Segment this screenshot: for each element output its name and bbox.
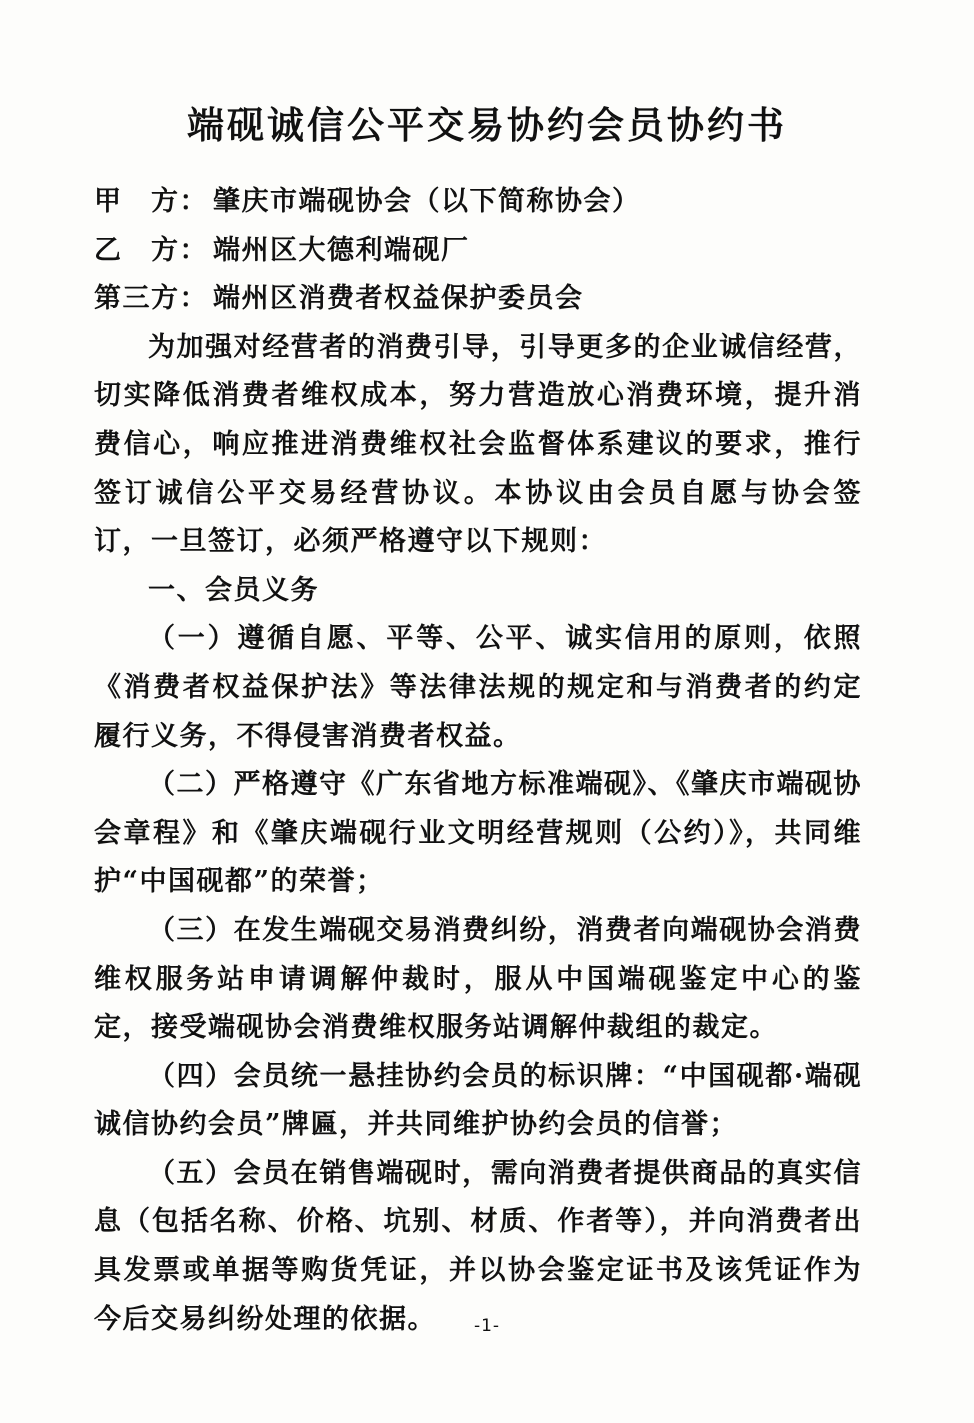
party-a [94, 178, 862, 227]
party-a-name: 肇庆市端砚协会（以下简称协会） [213, 186, 641, 217]
party-b-name: 端州区大德利端砚厂 [213, 234, 470, 266]
document-title: 端砚诚信公平交易协约会员协约书 [187, 103, 787, 147]
document-body [94, 178, 862, 1344]
section-heading: 一、会员义务 [148, 574, 319, 606]
party-a-label: 甲 方： [94, 186, 208, 217]
clause-4: （四）会员统一悬挂协约会员的标识牌：“中国砚都·端砚诚信协约会员”牌匾，并共同维护协约会员的信誉； [94, 1060, 862, 1141]
page-number: -1- [473, 1316, 501, 1336]
party-b-label: 乙 方： [94, 234, 208, 266]
party-c-name: 端州区消费者权益保护委员会 [213, 283, 584, 315]
clause-3: （三）在发生端砚交易消费纠纷，消费者向端砚协会消费维权服务站申请调解仲裁时，服从中国端砚鉴定中心的鉴定，接受端砚协会消费维权服务站调解仲裁组的裁定。 [94, 914, 862, 1044]
clause-5: （五）会员在销售端砚时，需向消费者提供商品的真实信息（包括名称、价格、坑别、材质、作者等），并向消费者出具发票或单据等购货凭证，并以协会鉴定证书及该凭证作为今后交易纠纷处理的依据。 [94, 1157, 862, 1335]
clause-2: （二）严格遵守《广东省地方标准端砚》、《肇庆市端砚协会章程》和《肇庆端砚行业文明经营规则（公约）》，共同维护“中国砚都”的荣誉； [94, 769, 862, 898]
intro-paragraph: 为加强对经营者的消费引导，引导更多的企业诚信经营，切实降低消费者维权成本，努力营造放心消费环境，提升消费信心，响应推进消费维权社会监督体系建议的要求，推行签订诚信公平交易经营协议。本协议由会员自愿与协会签订，一旦签订，必须严格遵守以下规则： [94, 331, 862, 558]
clause-1: （一）遵循自愿、平等、公平、诚实信用的原则，依照《消费者权益保护法》等法律法规的规定和与消费者的约定履行义务，不得侵害消费者权益。 [94, 623, 862, 752]
party-c-label: 第三方： [94, 283, 208, 315]
party-b [94, 227, 862, 276]
party-c [94, 275, 862, 324]
